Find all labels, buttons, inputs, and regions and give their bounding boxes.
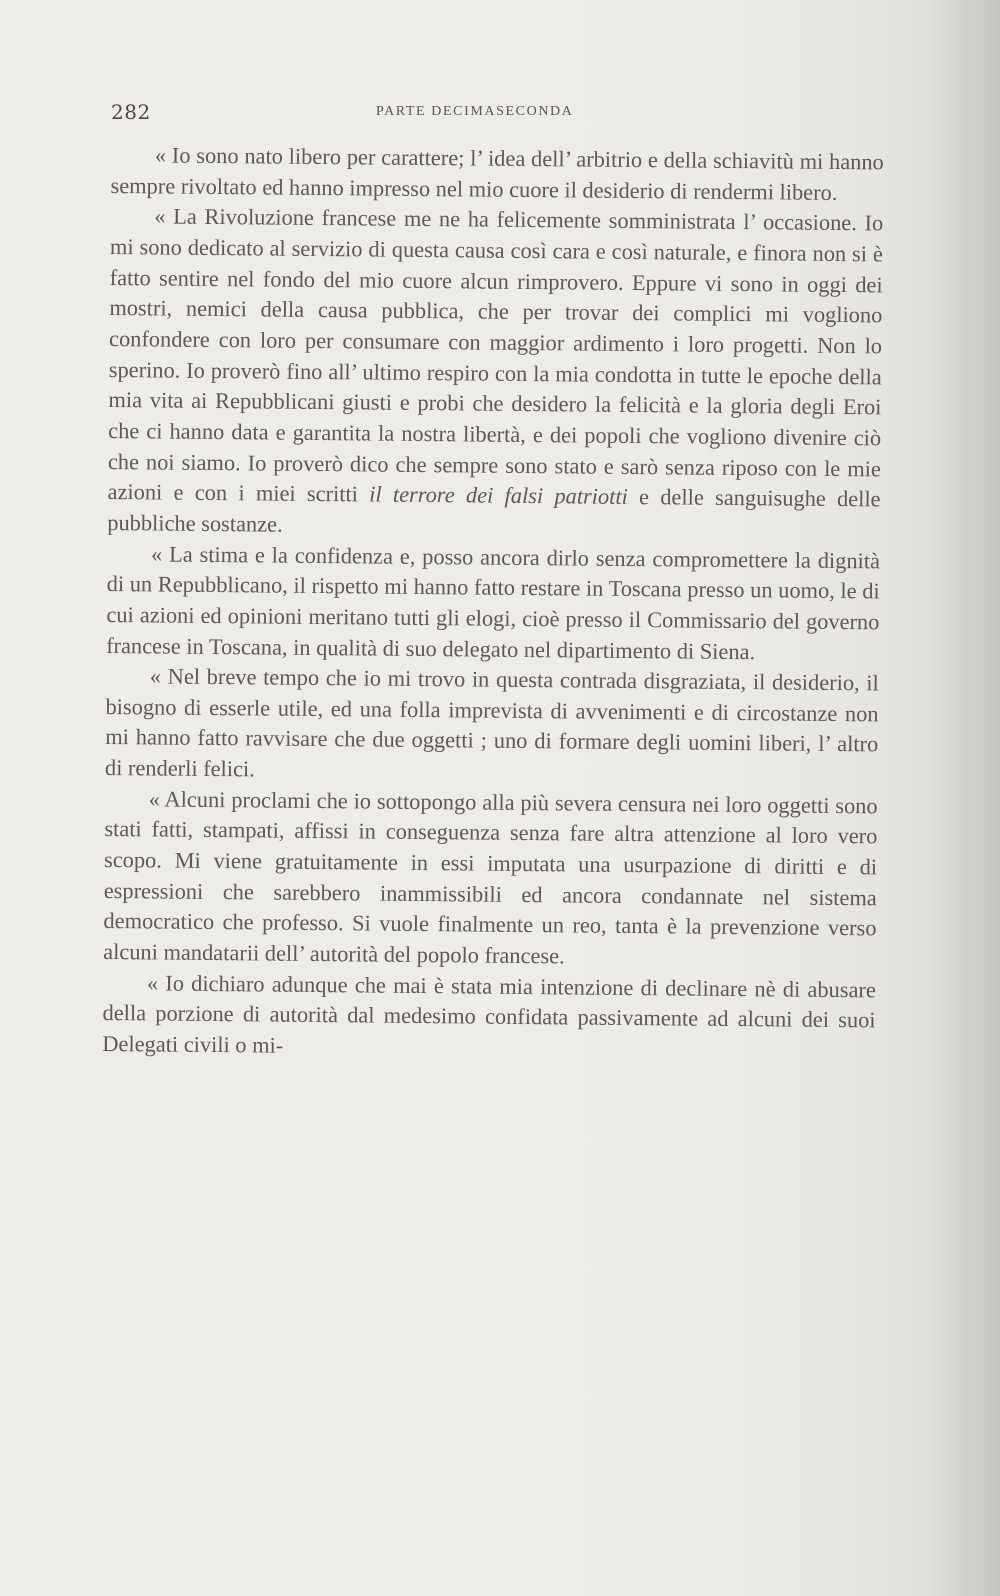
paragraph-text: « La Rivoluzione francese me ne ha felicemente somministrata l’ occasione. Io mi sono dedicato al servizio di questa causa così cara e così naturale, e finora non si è fatto sentire nel fondo del mio cuore alcun rimprovero. Eppure vi sono in oggi dei mostri, nemici della causa pubblica, che per trovar dei complici mi vogliono confondere con loro per consumare con maggior ardimento i loro progetti. Non lo sperino. Io proverò fino all’ ultimo respiro con la mia condotta in tutte le epoche della mia vita ai Repubblicani giusti e probi che desidero la felicità e la gloria degli Eroi che ci hanno data e garantita la nostra libertà, e dei popoli che vogliono divenire ciò che noi siamo. Io proverò dico che sempre sono stato e sarò senza riposo con le mie azioni e con i miei scritti [107,203,884,507]
paragraph-text: « Io dichiaro adunque che mai è stata mia intenzione di declinare nè di abusare della porzione di autorità dal medesimo confidata passivamente ad alcuni dei suoi Delegati civili o mi- [102,970,876,1058]
paragraph-text: « La stima e la confidenza e, posso ancora dirlo senza compromettere la dignità di un Repubblicano, il rispetto mi hanno fatto restare in Toscana presso un uomo, le di cui azioni ed opinioni meritano tutti gli elogi, cioè presso il Commissario del governo francese in Toscana, in qualità di suo delegato nel dipartimento di Siena. [106,540,881,664]
paragraph-text: « Alcuni proclami che io sottopongo alla più severa censura nei loro oggetti sono stati fatti, stampati, affissi in conseguenza senza fare altra attenzione al loro vero scopo. Mi viene gratuitamente in essi imputata una usurpazione di diritti e di espressioni che sarebbero inammissibili ed ancora condannate nel sistema democratico che professo. Si vuole finalmente un reo, tanta è la prevenzione verso alcuni mandatarii dell’ autorità del popolo francese. [103,786,878,969]
page-number: 282 [111,100,151,124]
body-text [102,140,884,1067]
paragraph [107,201,883,546]
paragraph [105,661,879,791]
italic-phrase: il terrore dei falsi patriotti [369,481,628,510]
paragraph-text: « Nel breve tempo che io mi trovo in questa contrada disgraziata, il desiderio, il bisogno di esserle utile, ed una folla imprevista di avvenimenti e di circostanze non mi hanno fatto ravvisare che due oggetti ; uno di formare degli uomini liberi, l’ altro di renderli felici. [104,663,879,782]
running-title: PARTE DECIMASECONDA [376,104,574,119]
paragraph [110,140,884,209]
paragraph-text: « Io sono nato libero per carattere; l’ idea dell’ arbitrio e della schiavitù mi hanno sempre rivoltato ed hanno impresso nel mio cuore il desiderio di rendermi libero. [110,142,884,205]
paragraph-text-continued: e delle sanguisughe delle pubbliche sostanze. [107,484,881,537]
paragraph [103,784,878,975]
page-header [111,100,893,130]
paragraph [106,539,880,669]
paragraph [102,968,876,1067]
page-edge-shadow [930,0,1000,1596]
